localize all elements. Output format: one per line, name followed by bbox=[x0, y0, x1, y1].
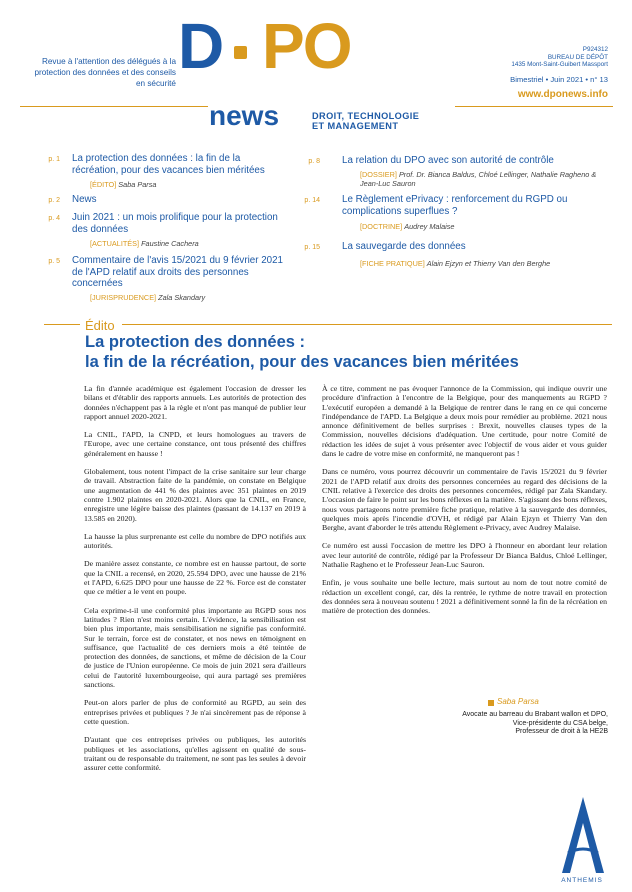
toc-category: [JURISPRUDENCE] bbox=[90, 293, 157, 302]
toc-item-title[interactable]: La relation du DPO avec son autorité de contrôle bbox=[342, 155, 554, 166]
website-link[interactable]: www.dponews.info bbox=[517, 89, 608, 100]
paragraph: Ce numéro est aussi l'occasion de mettre les DPO à l'honneur en abordant leur relation avec leur autorité de contrôle, rédigé par la Professeur Dr Bianca Baldus, Chloé Lellinger, Nathalie Ragheno et le Professeur Jean-Luc Sauron. bbox=[322, 541, 607, 570]
toc-category: [ÉDITO] bbox=[90, 180, 117, 189]
toc-item-title[interactable]: Le Règlement ePrivacy : renforcement du RGPD ou complications superflues ? bbox=[342, 194, 568, 217]
paragraph: Cela exprime-t-il une conformité plus importante au RGPD sous nos latitudes ? Rien n'est moins certain. L'évidence, la sensibilisation est bien plus importante, mais sensibilisation ne signifie pas conformité. Sur le terrain, force est de constater, et nos news en témoignent en suffisance, que l'actualité de ces derniers mois a été teintée de protection des données, de sanctions, et même de décision de la Cour de justice de l'Union européenne. Ce mois de juin 2021 sera d'ailleurs celui de l'autorité luxembourgeoise, qui aura partagé ses premières sanctions. bbox=[84, 605, 306, 690]
logo-subtitle bbox=[312, 111, 452, 131]
logo-dot bbox=[234, 46, 247, 59]
paragraph: Globalement, tous notent l'impact de la crise sanitaire sur leur charge de travail. Abstraction faite de la pandémie, on constate en Belgique une augmentation de 441 % des plaintes avec 351 plaintes en 2019 contre 1.902 plaintes en 2020-2021. Alors que la CNIL, en France, enregistre une légère baisse des plaintes (passant de 14.137 en 2019 à 13.585 en 2020). bbox=[84, 467, 306, 523]
paragraph: Enfin, je vous souhaite une belle lecture, mais surtout au nom de tout notre comité de rédaction un excellent congé, car, dès la rentrée, le rythme de notre travail en protection des données sera à nouveau soutenu ! 2021 a définitivement sonné la fin de la récréation en matière de protection des données. bbox=[322, 578, 607, 616]
signature-line: Vice-présidente du CSA belge, bbox=[512, 719, 608, 727]
toc-item-title[interactable]: Juin 2021 : un mois prolifique pour la protection des données bbox=[72, 212, 278, 235]
toc-category: [DOCTRINE] bbox=[360, 222, 403, 231]
toc-author: Alain Ejzyn et Thierry Van den Berghe bbox=[426, 259, 551, 268]
postal-line-2: BUREAU DE DÉPÔT bbox=[547, 53, 608, 61]
toc-page: p. 5 bbox=[48, 258, 60, 265]
paragraph: La CNIL, l'APD, la CNPD, et leurs homologues au travers de l'Europe, avec une certaine constance, ont tous présenté des chiffres généralement en hausse ! bbox=[84, 430, 306, 458]
edito-column-right bbox=[322, 384, 607, 625]
toc-item-meta bbox=[90, 239, 199, 248]
toc-page: p. 4 bbox=[48, 215, 60, 222]
toc-item-meta bbox=[360, 170, 610, 188]
toc-item-meta bbox=[360, 259, 550, 268]
paragraph: D'autant que ces entreprises privées ou publiques, les autorités publiques et les associations, qu'elles agissent en qualité de sous-traitant ou de responsable du traitement, ne sont pas les seules à devoir assurer cette conformité. bbox=[84, 735, 306, 773]
paragraph: À ce titre, comment ne pas évoquer l'annonce de la Commission, qui indique ouvrir une procédure d'infraction à l'encontre de la Belgique, pour des manquements au RGPD ? L'exécutif européen a demandé à la Belgique de rentrer dans le rang en ce qui concerne l'indépendance de l'APD. La Belgique a deux mois pour remédier au problème. 2021 nous annonce définitivement de belles surprises : Brexit, nouvelles clauses types de la Commission, nouvelles décisions d'adéquation. Une certitude, pour notre Comité de rédaction les idées de sujet à vous présenter avec l'objectif de vous aider et vous guider dans le cadre de votre mise en conformité, ne manqueront pas ! bbox=[322, 384, 607, 459]
edito-title-line-2: la fin de la récréation, pour des vacances bien méritées bbox=[85, 353, 519, 371]
toc-author: Zala Skandary bbox=[158, 293, 206, 302]
toc-item-meta bbox=[90, 180, 156, 189]
toc-author: Faustine Cachera bbox=[141, 239, 199, 248]
paragraph: De manière assez constante, ce nombre est en hausse partout, de sorte que la CNIL a recensé, en 2020, 25.594 DPO, avec une hausse de 21% et l'APD, 6.625 DPO pour une hausse de 22 %. Force est de constater que ce métier a le vent en poupe. bbox=[84, 559, 306, 597]
toc-author: Prof. Dr. Bianca Baldus, Chloé Lellinger, Nathalie Ragheno & Jean-Luc Sauron bbox=[360, 170, 597, 188]
edito-rule-left bbox=[44, 324, 80, 325]
paragraph: La fin d'année académique est également l'occasion de dresser les bilans et d'établir des rapports annuels. Les autorités de protection des données n'échappent pas à la règle et n'ont pas manqué de publier leur rapport annuel 2020-2021. bbox=[84, 384, 306, 421]
logo-po: PO bbox=[262, 10, 351, 82]
logo-subtitle-line-2: ET MANAGEMENT bbox=[312, 121, 399, 131]
toc-author: Saba Parsa bbox=[118, 180, 157, 189]
toc-item-title[interactable]: La protection des données : la fin de la récréation, pour des vacances bien méritées bbox=[72, 153, 265, 176]
edito-title bbox=[85, 332, 595, 372]
toc-item-title[interactable]: News bbox=[72, 194, 97, 205]
signature-line: Avocate au barreau du Brabant wallon et DPO, bbox=[462, 711, 608, 718]
signature-marker bbox=[488, 700, 494, 706]
toc-page: p. 15 bbox=[304, 244, 320, 251]
postal-line-1: P924312 bbox=[582, 46, 608, 53]
signature-name: Saba Parsa bbox=[497, 697, 539, 706]
paragraph: Dans ce numéro, vous pourrez découvrir un commentaire de l'avis 15/2021 du 9 février 2021 de l'APD relatif aux droits des personnes concernées au regard des décisions de la CNIL relative à l'exercice des droits des personnes concernées, rédigé par Zala Skandary. L'occasion de faire le point sur les bons réflexes en la matière. S'agissant des bons réflexes, nous vous partageons notre première fiche pratique, relative à la sauvegarde des données, quelques mois après l'incendie d'OVH, et rédigé par Alain Ejzyn et Thierry Van den Berghe, avant d'aborder le très attendu Règlement e-Privacy, avec Audrey Malaise. bbox=[322, 467, 607, 533]
toc-category: [FICHE PRATIQUE] bbox=[360, 259, 425, 268]
issue-info: Bimestriel • Juin 2021 • n° 13 bbox=[510, 75, 608, 84]
paragraph: La hausse la plus surprenante est celle du nombre de DPO notifiés aux autorités. bbox=[84, 531, 306, 551]
postal-line-3: 1435 Mont-Saint-Guibert Massport bbox=[511, 61, 608, 69]
toc-page: p. 2 bbox=[48, 197, 60, 204]
toc-category: [DOSSIER] bbox=[360, 170, 397, 179]
postal-info bbox=[470, 46, 608, 69]
paragraph: Peut-on alors parler de plus de conformité au RGPD, au sein des entreprises privées et publiques ? Je n'ai sincèrement pas de réponse à cette question. bbox=[84, 698, 306, 726]
edito-rule-right bbox=[122, 324, 612, 325]
anthemis-logo-icon bbox=[548, 795, 618, 875]
toc-author: Audrey Malaise bbox=[404, 222, 455, 231]
toc-page: p. 8 bbox=[308, 158, 320, 165]
toc-page: p. 14 bbox=[304, 197, 320, 204]
toc-item-title[interactable]: La sauvegarde des données bbox=[342, 241, 466, 252]
toc-page: p. 1 bbox=[48, 156, 60, 163]
logo-d: D bbox=[178, 10, 223, 82]
signature-lines bbox=[380, 711, 608, 737]
edito-title-line-1: La protection des données : bbox=[85, 333, 306, 351]
publisher-name: ANTHEMIS bbox=[561, 877, 603, 884]
tagline: Revue à l'attention des délégués à la protection des données et des conseils en sécurité bbox=[34, 57, 176, 88]
toc-item-meta bbox=[90, 293, 205, 302]
signature-line: Professeur de droit à la HE2B bbox=[515, 728, 608, 736]
toc-category: [ACTUALITÉS] bbox=[90, 239, 140, 248]
logo-subtitle-line-1: DROIT, TECHNOLOGIE bbox=[312, 111, 420, 121]
edito-column-left bbox=[84, 384, 306, 781]
header-rule-left bbox=[20, 106, 208, 107]
toc-item-meta bbox=[360, 222, 455, 231]
header-rule-right bbox=[455, 106, 613, 107]
logo-news: news bbox=[209, 100, 280, 131]
edito-label: Édito bbox=[85, 318, 115, 333]
toc-item-title[interactable]: Commentaire de l'avis 15/2021 du 9 février 2021 de l'APD relatif aux droits des personnes concernées bbox=[72, 255, 283, 289]
